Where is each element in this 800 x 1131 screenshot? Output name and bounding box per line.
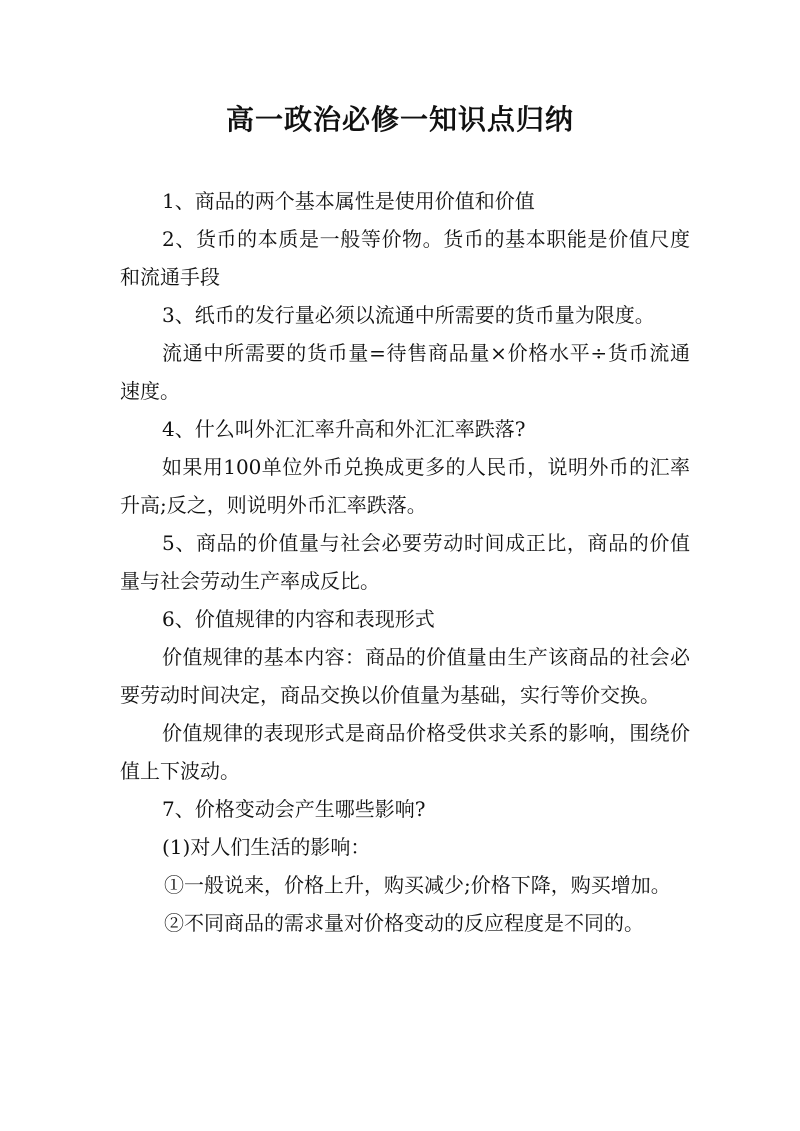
paragraph-5: 4、什么叫外汇汇率升高和外汇汇率跌落? — [162, 417, 526, 441]
paragraph-14: ②不同商品的需求量对价格变动的反应程度是不同的。 — [164, 911, 644, 935]
paragraph-11: 7、价格变动会产生哪些影响? — [162, 797, 426, 821]
paragraph-13: ①一般说来，价格上升，购买减少;价格下降，购买增加。 — [164, 873, 671, 897]
paragraph-6: 如果用100单位外币兑换成更多的人民币，说明外币的汇率升高;反之，则说明外币汇率跌落。 — [120, 455, 690, 517]
document-title: 高一政治必修一知识点归纳 — [225, 103, 574, 136]
paragraph-2: 2、货币的本质是一般等价物。货币的基本职能是价值尺度和流通手段 — [120, 227, 690, 289]
document-body — [120, 182, 690, 942]
paragraph-12: (1)对人们生活的影响： — [162, 835, 371, 859]
paragraph-8: 6、价值规律的内容和表现形式 — [162, 607, 435, 631]
paragraph-10: 价值规律的表现形式是商品价格受供求关系的影响，围绕价值上下波动。 — [120, 721, 690, 783]
paragraph-7: 5、商品的价值量与社会必要劳动时间成正比，商品的价值量与社会劳动生产率成反比。 — [120, 531, 690, 593]
paragraph-4: 流通中所需要的货币量=待售商品量×价格水平÷货币流通速度。 — [120, 341, 690, 403]
paragraph-1: 1、商品的两个基本属性是使用价值和价值 — [162, 189, 535, 213]
paragraph-3: 3、纸币的发行量必须以流通中所需要的货币量为限度。 — [162, 303, 655, 327]
paragraph-9: 价值规律的基本内容：商品的价值量由生产该商品的社会必要劳动时间决定，商品交换以价值量为基础，实行等价交换。 — [120, 645, 690, 707]
